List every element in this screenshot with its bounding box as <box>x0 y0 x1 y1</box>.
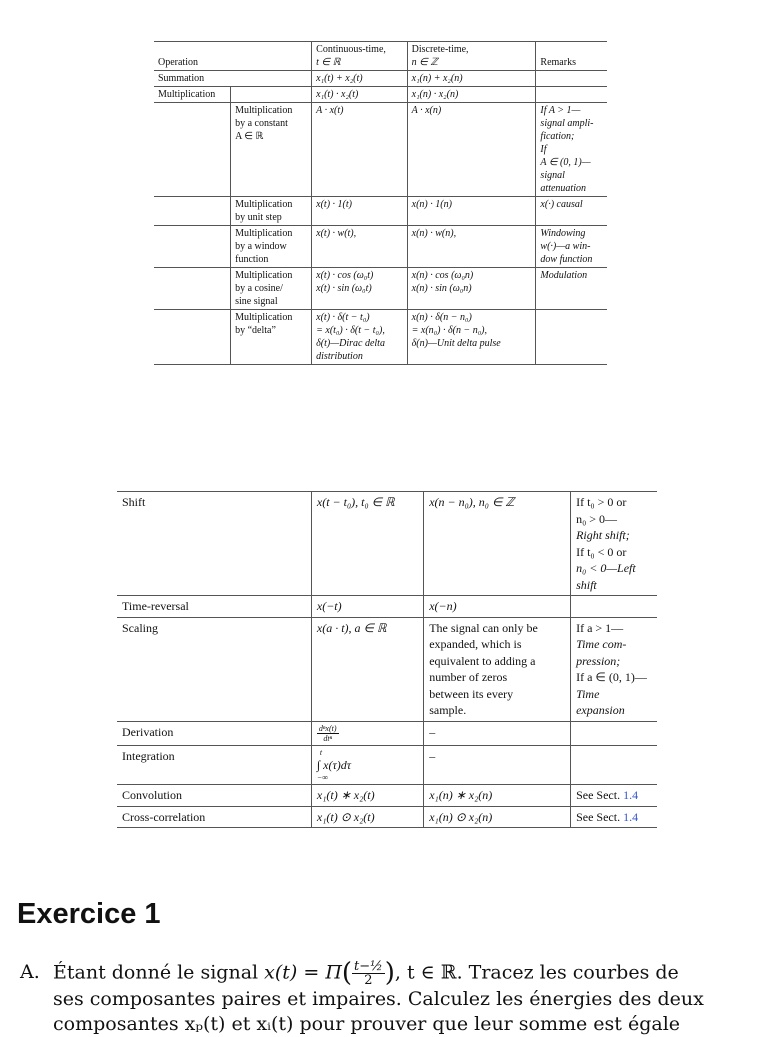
section-link[interactable]: 1.4 <box>623 809 639 824</box>
row-label: Derivation <box>117 721 311 745</box>
row-parent-cell <box>154 103 231 197</box>
question-line1-b: , t ∈ ℝ. Tracez les courbes de <box>394 961 679 984</box>
table-row-multiplication-sub <box>154 103 607 197</box>
integral-body: ∫ x(τ)dτ <box>316 757 352 772</box>
cell-line: sample. <box>429 703 467 717</box>
cell-line: Modulation <box>540 270 588 281</box>
row-remarks <box>536 71 607 87</box>
multiplication-sub-rows <box>154 103 607 365</box>
cell-line: Time <box>576 686 600 701</box>
row-remarks <box>571 617 657 721</box>
header-remarks: Remarks <box>536 42 607 71</box>
cell-line: x₁(t) ⊙ x₂(t) <box>316 809 375 824</box>
table-row-multiplication-sub <box>154 197 607 226</box>
row-remarks <box>571 492 657 596</box>
row-parent-cell <box>154 226 231 268</box>
cell-line: distribution <box>316 351 363 362</box>
row-label: Shift <box>117 492 311 596</box>
row-ct <box>312 226 407 268</box>
cell-line: Multiplication <box>235 312 293 323</box>
row-sublabel <box>231 310 312 365</box>
row-dt <box>407 226 536 268</box>
table-row-multiplication-sub <box>154 268 607 310</box>
row-sublabel <box>231 226 312 268</box>
table-2-rows <box>117 492 657 828</box>
header-continuous-domain: t ∈ ℝ <box>316 57 341 68</box>
row-ct <box>311 721 423 745</box>
row-dt <box>424 745 571 785</box>
cell-line: x(n) · w(n), <box>411 228 457 239</box>
cell-line: x(t) · sin (ω₀t) <box>316 283 372 294</box>
cell-line: x₁(t) ∗ x₂(t) <box>316 788 375 802</box>
table-row <box>117 617 657 721</box>
row-dt <box>424 596 571 618</box>
row-dt <box>424 617 571 721</box>
row-label: Multiplication <box>154 87 231 103</box>
cell-line: x₁(n) ⊙ x₂(n) <box>429 809 493 824</box>
cell-line: expansion <box>576 703 625 717</box>
row-ct <box>311 596 423 618</box>
table-row-multiplication <box>154 87 607 103</box>
row-ct <box>311 617 423 721</box>
row-ct <box>311 492 423 596</box>
cell-line: – <box>429 724 436 739</box>
row-remarks <box>536 268 607 310</box>
cell-line: A ∈ ℝ <box>235 131 264 142</box>
cell-line: Multiplication <box>235 228 293 239</box>
table-row-multiplication-sub <box>154 226 607 268</box>
cell-line: n₀ > 0— <box>576 511 618 526</box>
remarks-text: See Sect. <box>576 788 624 802</box>
row-sublabel <box>231 197 312 226</box>
cell-line: function <box>235 254 269 265</box>
cell-line: If a > 1— <box>576 620 624 635</box>
cell-line: by a cosine/ <box>235 283 283 294</box>
exercise-heading: Exercice 1 <box>17 898 161 930</box>
row-ct <box>312 310 407 365</box>
row-sublabel <box>231 103 312 197</box>
question-line2: ses composantes paires et impaires. Calculez les énergies des deux <box>53 988 704 1010</box>
cell-line: Multiplication <box>235 270 293 281</box>
cell-line: δ(n)—Unit delta pulse <box>411 338 501 349</box>
cell-line: x(n − n₀), n₀ ∈ ℤ <box>429 495 515 509</box>
row-label: Scaling <box>117 617 311 721</box>
cell-line: x(t) · w(t), <box>316 228 357 239</box>
table-row-multiplication-sub <box>154 310 607 365</box>
cell-line: A · x(t) <box>316 105 344 116</box>
row-dt <box>407 103 536 197</box>
row-parent-cell <box>154 197 231 226</box>
fraction-denominator: 2 <box>364 973 373 988</box>
cell-line: x(n) · cos (ω₀n) <box>411 270 474 281</box>
row-dt <box>424 492 571 596</box>
row-dt <box>424 806 571 828</box>
row-remarks <box>571 745 657 785</box>
integral-upper-limit: t <box>319 747 323 757</box>
cell-line: x(t) · cos (ω₀t) <box>316 270 374 281</box>
cell-line: sine signal <box>235 296 278 307</box>
fraction-numerator: t−½ <box>354 959 383 974</box>
cell-line: x(a · t), a ∈ ℝ <box>316 620 387 635</box>
question-line3: composantes xₚ(t) et xᵢ(t) pour prouver que leur somme est égale <box>53 1013 681 1035</box>
cell-line: number of zeros <box>429 670 508 684</box>
header-discrete-title: Discrete-time, <box>411 44 469 55</box>
cell-line: Windowing <box>540 228 586 239</box>
cell-line: A ∈ (0, 1)— <box>540 157 591 168</box>
row-remarks <box>536 226 607 268</box>
integral-expression <box>317 748 418 783</box>
row-ct: x₁(t) · x₂(t) <box>312 87 407 103</box>
row-remarks <box>571 721 657 745</box>
question-line1-a: Étant donné le signal <box>53 961 265 984</box>
table-header-row <box>154 42 607 71</box>
table-row-summation <box>154 71 607 87</box>
cell-line: by a constant <box>235 118 288 129</box>
derivative-fraction <box>317 724 339 743</box>
cell-line: x(−t) <box>316 599 342 613</box>
cell-line: x(t) · 1(t) <box>316 199 352 210</box>
row-label: Summation <box>154 71 312 87</box>
cell-line: x(t) · δ(t − t₀) <box>316 312 370 323</box>
cell-line: Time com- <box>576 637 627 651</box>
integral-lower-limit: −∞ <box>316 773 328 782</box>
row-dt <box>424 721 571 745</box>
row-sublabel <box>231 268 312 310</box>
header-discrete-domain: n ∈ ℤ <box>411 57 438 68</box>
cell-line: dow function <box>540 254 593 265</box>
cell-line: pression; <box>576 653 621 668</box>
cell-line: x(−n) <box>429 599 457 613</box>
cell-line: x(·) causal <box>540 199 583 210</box>
cell-line: by “delta” <box>235 325 276 336</box>
row-remarks <box>536 103 607 197</box>
header-continuous-title: Continuous-time, <box>316 44 386 55</box>
table-row <box>117 785 657 807</box>
cell-line: δ(t)—Dirac delta <box>316 338 385 349</box>
cell-line: If <box>540 144 547 155</box>
cell-line: If t₀ < 0 or <box>576 544 627 559</box>
cell-line: The signal can only be <box>429 620 538 635</box>
remarks-text: See Sect. <box>576 809 624 824</box>
cell-line: by unit step <box>235 212 282 223</box>
row-remarks <box>571 806 657 828</box>
row-ct <box>312 197 407 226</box>
row-parent-cell <box>154 310 231 365</box>
row-remarks <box>536 310 607 365</box>
row-remarks <box>536 197 607 226</box>
cell-line: expanded, which is <box>429 637 522 651</box>
cell-line: x(n) · sin (ω₀n) <box>411 283 472 294</box>
header-continuous <box>312 42 407 71</box>
row-ct <box>311 785 423 807</box>
row-dt: x₁(n) + x₂(n) <box>407 71 536 87</box>
cell-line: signal ampli- <box>540 118 594 129</box>
cell-line: between its every <box>429 686 514 701</box>
header-operation: Operation <box>154 42 312 71</box>
row-remarks <box>571 785 657 807</box>
table-row <box>117 806 657 828</box>
section-link[interactable]: 1.4 <box>623 788 639 802</box>
question-text: Étant donné le signal x(t) = Π( $\frac{\text{t−½}}{2}$ ), t ∈ ℝ. Tracez les courbes de ses composantes paires et impaires. Calculez les énergies des deux composantes xₚ(t) et xᵢ(t) pour prouver que leur somme est égale <box>53 958 704 1035</box>
cell-line: w(·)—a win- <box>540 241 591 252</box>
cell-line: = x(t₀) · δ(t − t₀), <box>316 325 385 336</box>
cell-line: A · x(n) <box>411 105 442 116</box>
row-ct <box>312 103 407 197</box>
row-dt <box>424 785 571 807</box>
row-ct <box>311 745 423 785</box>
cell-line: Multiplication <box>235 199 293 210</box>
cell-line: signal <box>540 170 565 181</box>
cell-line: shift <box>576 577 597 592</box>
cell-line: = x(n₀) · δ(n − n₀), <box>411 325 487 336</box>
cell-line: Multiplication <box>235 105 293 116</box>
header-discrete <box>407 42 536 71</box>
operations-table-2 <box>117 491 657 828</box>
cell-line: x₁(n) ∗ x₂(n) <box>429 788 493 802</box>
cell-line: attenuation <box>540 183 586 194</box>
row-dt <box>407 310 536 365</box>
cell-line: n₀ < 0—Left <box>576 561 636 575</box>
cell-line: If A > 1— <box>540 105 581 116</box>
row-parent-cell <box>154 268 231 310</box>
table-row <box>117 492 657 596</box>
signal-definition: x(t) = Π <box>264 961 342 984</box>
cell-line: by a window <box>235 241 287 252</box>
row-remarks <box>536 87 607 103</box>
cell-line: – <box>429 748 436 763</box>
row-ct <box>312 268 407 310</box>
cell-line: x(n) · 1(n) <box>411 199 452 210</box>
row-label: Convolution <box>117 785 311 807</box>
row-label: Time-reversal <box>117 596 311 618</box>
cell-line: equivalent to adding a <box>429 653 536 668</box>
row-ct: x₁(t) + x₂(t) <box>312 71 407 87</box>
fraction <box>352 960 385 987</box>
table-row <box>117 721 657 745</box>
cell-line: Right shift; <box>576 528 630 542</box>
table-row <box>117 596 657 618</box>
row-dt <box>407 197 536 226</box>
cell-line: If a ∈ (0, 1)— <box>576 670 647 684</box>
question-label: A. <box>20 961 40 983</box>
cell-line: x(n) · δ(n − n₀) <box>411 312 472 323</box>
row-label: Cross-correlation <box>117 806 311 828</box>
row-remarks <box>571 596 657 618</box>
cell-line: If t₀ > 0 or <box>576 495 627 509</box>
row-dt <box>407 268 536 310</box>
row-dt: x₁(n) · x₂(n) <box>407 87 536 103</box>
row-ct <box>311 806 423 828</box>
cell-line: fication; <box>540 131 575 142</box>
row-sublabel <box>231 87 312 103</box>
table-row <box>117 745 657 785</box>
row-label: Integration <box>117 745 311 785</box>
derivative-numerator: dⁿx(t) <box>318 723 337 733</box>
cell-line: x(t − t₀), t₀ ∈ ℝ <box>316 495 395 509</box>
operations-table-1 <box>154 41 607 365</box>
derivative-denominator: dtⁿ <box>323 733 333 743</box>
